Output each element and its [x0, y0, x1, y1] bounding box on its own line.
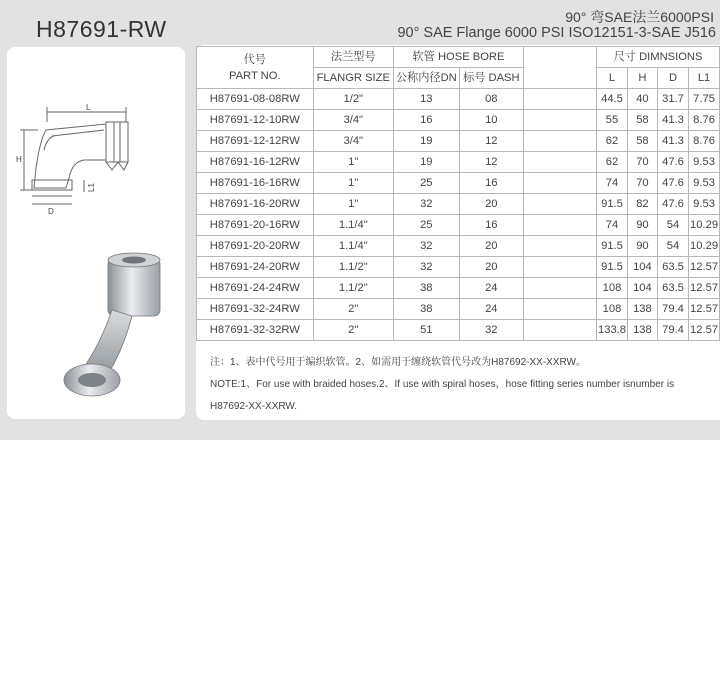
cell-dash: 16	[459, 215, 523, 236]
cell-dash: 08	[459, 89, 523, 110]
table-row	[197, 173, 720, 194]
cell-flange: 1"	[313, 173, 393, 194]
cell-l: 55	[597, 110, 628, 131]
table-row	[197, 257, 720, 278]
cell-h: 58	[627, 131, 657, 152]
cell-l: 74	[597, 173, 628, 194]
header-hose-bore: 软管 HOSE BORE	[393, 47, 523, 68]
cell-h: 90	[627, 215, 657, 236]
cell-l1: 12.57	[689, 299, 720, 320]
cell-flange: 1"	[313, 194, 393, 215]
cell-h: 70	[627, 173, 657, 194]
cell-d: 54	[657, 236, 688, 257]
header-flange-en: FLANGR SIZE	[313, 68, 393, 89]
dim-label-D: D	[48, 207, 54, 216]
cell-d: 79.4	[657, 320, 688, 341]
cell-l1: 10.29	[689, 236, 720, 257]
cell-d: 41.3	[657, 110, 688, 131]
cell-flange: 3/4"	[313, 110, 393, 131]
spec-table	[196, 46, 720, 341]
cell-l: 44.5	[597, 89, 628, 110]
cell-l1: 10.29	[689, 215, 720, 236]
cell-d: 63.5	[657, 257, 688, 278]
cell-part: H87691-32-24RW	[197, 299, 314, 320]
cell-flange: 1.1/2"	[313, 278, 393, 299]
header-dn: 公称内径DN	[393, 68, 459, 89]
cell-flange: 1/2"	[313, 89, 393, 110]
cell-d: 41.3	[657, 131, 688, 152]
cell-l: 91.5	[597, 194, 628, 215]
cell-l1: 7.75	[689, 89, 720, 110]
cell-dn: 13	[393, 89, 459, 110]
note-chinese: 注：1、表中代号用于编织软管。2、如需用于缠绕软管代号改为H87692-XX-XXRW。	[210, 357, 586, 368]
cell-flange: 1.1/4"	[313, 236, 393, 257]
cell-l: 108	[597, 278, 628, 299]
cell-dn: 32	[393, 257, 459, 278]
cell-dash: 20	[459, 236, 523, 257]
cell-l: 62	[597, 152, 628, 173]
cell-blank	[523, 236, 596, 257]
header-H: H	[627, 68, 657, 89]
cell-l1: 12.57	[689, 320, 720, 341]
technical-drawing	[14, 100, 174, 225]
cell-dash: 16	[459, 173, 523, 194]
cell-part: H87691-20-16RW	[197, 215, 314, 236]
cell-l1: 9.53	[689, 173, 720, 194]
table-row	[197, 236, 720, 257]
cell-part: H87691-16-12RW	[197, 152, 314, 173]
cell-d: 54	[657, 215, 688, 236]
model-number: H87691-RW	[36, 16, 167, 42]
cell-l1: 9.53	[689, 152, 720, 173]
header-D: D	[657, 68, 688, 89]
cell-blank	[523, 194, 596, 215]
table-row	[197, 215, 720, 236]
cell-dash: 24	[459, 278, 523, 299]
cell-flange: 2"	[313, 299, 393, 320]
cell-h: 138	[627, 299, 657, 320]
dim-label-H: H	[16, 155, 22, 164]
cell-d: 47.6	[657, 152, 688, 173]
cell-blank	[523, 152, 596, 173]
cell-dn: 25	[393, 173, 459, 194]
cell-dn: 19	[393, 131, 459, 152]
table-row	[197, 152, 720, 173]
cell-blank	[523, 89, 596, 110]
cell-dn: 38	[393, 299, 459, 320]
cell-h: 104	[627, 257, 657, 278]
table-row	[197, 131, 720, 152]
cell-flange: 1.1/2"	[313, 257, 393, 278]
cell-blank	[523, 320, 596, 341]
cell-blank	[523, 257, 596, 278]
cell-l1: 9.53	[689, 194, 720, 215]
cell-h: 40	[627, 89, 657, 110]
notes	[210, 352, 710, 418]
cell-h: 104	[627, 278, 657, 299]
dim-label-L: L	[86, 103, 91, 112]
cell-l: 91.5	[597, 236, 628, 257]
cell-flange: 1.1/4"	[313, 215, 393, 236]
header-flange-cn: 法兰型号	[313, 47, 393, 68]
cell-dash: 10	[459, 110, 523, 131]
header-L1: L1	[689, 68, 720, 89]
cell-d: 79.4	[657, 299, 688, 320]
cell-part: H87691-12-12RW	[197, 131, 314, 152]
cell-blank	[523, 215, 596, 236]
cell-dash: 24	[459, 299, 523, 320]
cell-d: 63.5	[657, 278, 688, 299]
cell-h: 82	[627, 194, 657, 215]
cell-dn: 16	[393, 110, 459, 131]
cell-dash: 20	[459, 194, 523, 215]
note-english-1: NOTE:1、For use with braided hoses.2、If use with spiral hoses，hose fitting series number isnumber is	[210, 379, 675, 390]
cell-l: 62	[597, 131, 628, 152]
cell-dn: 25	[393, 215, 459, 236]
header-L: L	[597, 68, 628, 89]
cell-part: H87691-32-32RW	[197, 320, 314, 341]
header-dash: 标号 DASH	[459, 68, 523, 89]
cell-h: 58	[627, 110, 657, 131]
fitting-photo	[60, 250, 185, 410]
cell-blank	[523, 173, 596, 194]
note-english-2: H87692-XX-XXRW.	[210, 401, 298, 412]
dim-label-L1: L1	[87, 183, 96, 192]
cell-blank	[523, 131, 596, 152]
cell-l: 74	[597, 215, 628, 236]
cell-dash: 12	[459, 152, 523, 173]
table-body	[197, 89, 720, 341]
cell-dn: 38	[393, 278, 459, 299]
cell-part: H87691-16-16RW	[197, 173, 314, 194]
table-row	[197, 278, 720, 299]
header-blank	[523, 47, 596, 89]
header-part-no: 代号 PART NO.	[197, 47, 314, 89]
cell-flange: 1"	[313, 152, 393, 173]
cell-blank	[523, 299, 596, 320]
cell-flange: 3/4"	[313, 131, 393, 152]
cell-part: H87691-24-20RW	[197, 257, 314, 278]
cell-blank	[523, 278, 596, 299]
cell-part: H87691-20-20RW	[197, 236, 314, 257]
cell-h: 90	[627, 236, 657, 257]
table-row	[197, 110, 720, 131]
cell-dash: 12	[459, 131, 523, 152]
cell-l1: 8.76	[689, 110, 720, 131]
cell-dn: 32	[393, 236, 459, 257]
cell-flange: 2"	[313, 320, 393, 341]
cell-part: H87691-16-20RW	[197, 194, 314, 215]
table-row	[197, 194, 720, 215]
cell-dash: 32	[459, 320, 523, 341]
title-english: 90° SAE Flange 6000 PSI ISO12151-3-SAE J516	[397, 25, 716, 41]
cell-d: 47.6	[657, 194, 688, 215]
cell-l: 133.8	[597, 320, 628, 341]
header-dimensions: 尺寸 DIMNSIONS	[597, 47, 720, 68]
cell-l: 91.5	[597, 257, 628, 278]
cell-part: H87691-08-08RW	[197, 89, 314, 110]
cell-blank	[523, 110, 596, 131]
cell-part: H87691-12-10RW	[197, 110, 314, 131]
cell-l1: 12.57	[689, 278, 720, 299]
cell-dn: 51	[393, 320, 459, 341]
cell-h: 70	[627, 152, 657, 173]
cell-dn: 19	[393, 152, 459, 173]
cell-l: 108	[597, 299, 628, 320]
cell-h: 138	[627, 320, 657, 341]
cell-d: 47.6	[657, 173, 688, 194]
table-row	[197, 299, 720, 320]
cell-l1: 8.76	[689, 131, 720, 152]
cell-l1: 12.57	[689, 257, 720, 278]
cell-dn: 32	[393, 194, 459, 215]
table-row	[197, 320, 720, 341]
table-row	[197, 89, 720, 110]
cell-part: H87691-24-24RW	[197, 278, 314, 299]
cell-d: 31.7	[657, 89, 688, 110]
title-chinese: 90° 弯SAE法兰6000PSI	[565, 9, 714, 25]
cell-dash: 20	[459, 257, 523, 278]
